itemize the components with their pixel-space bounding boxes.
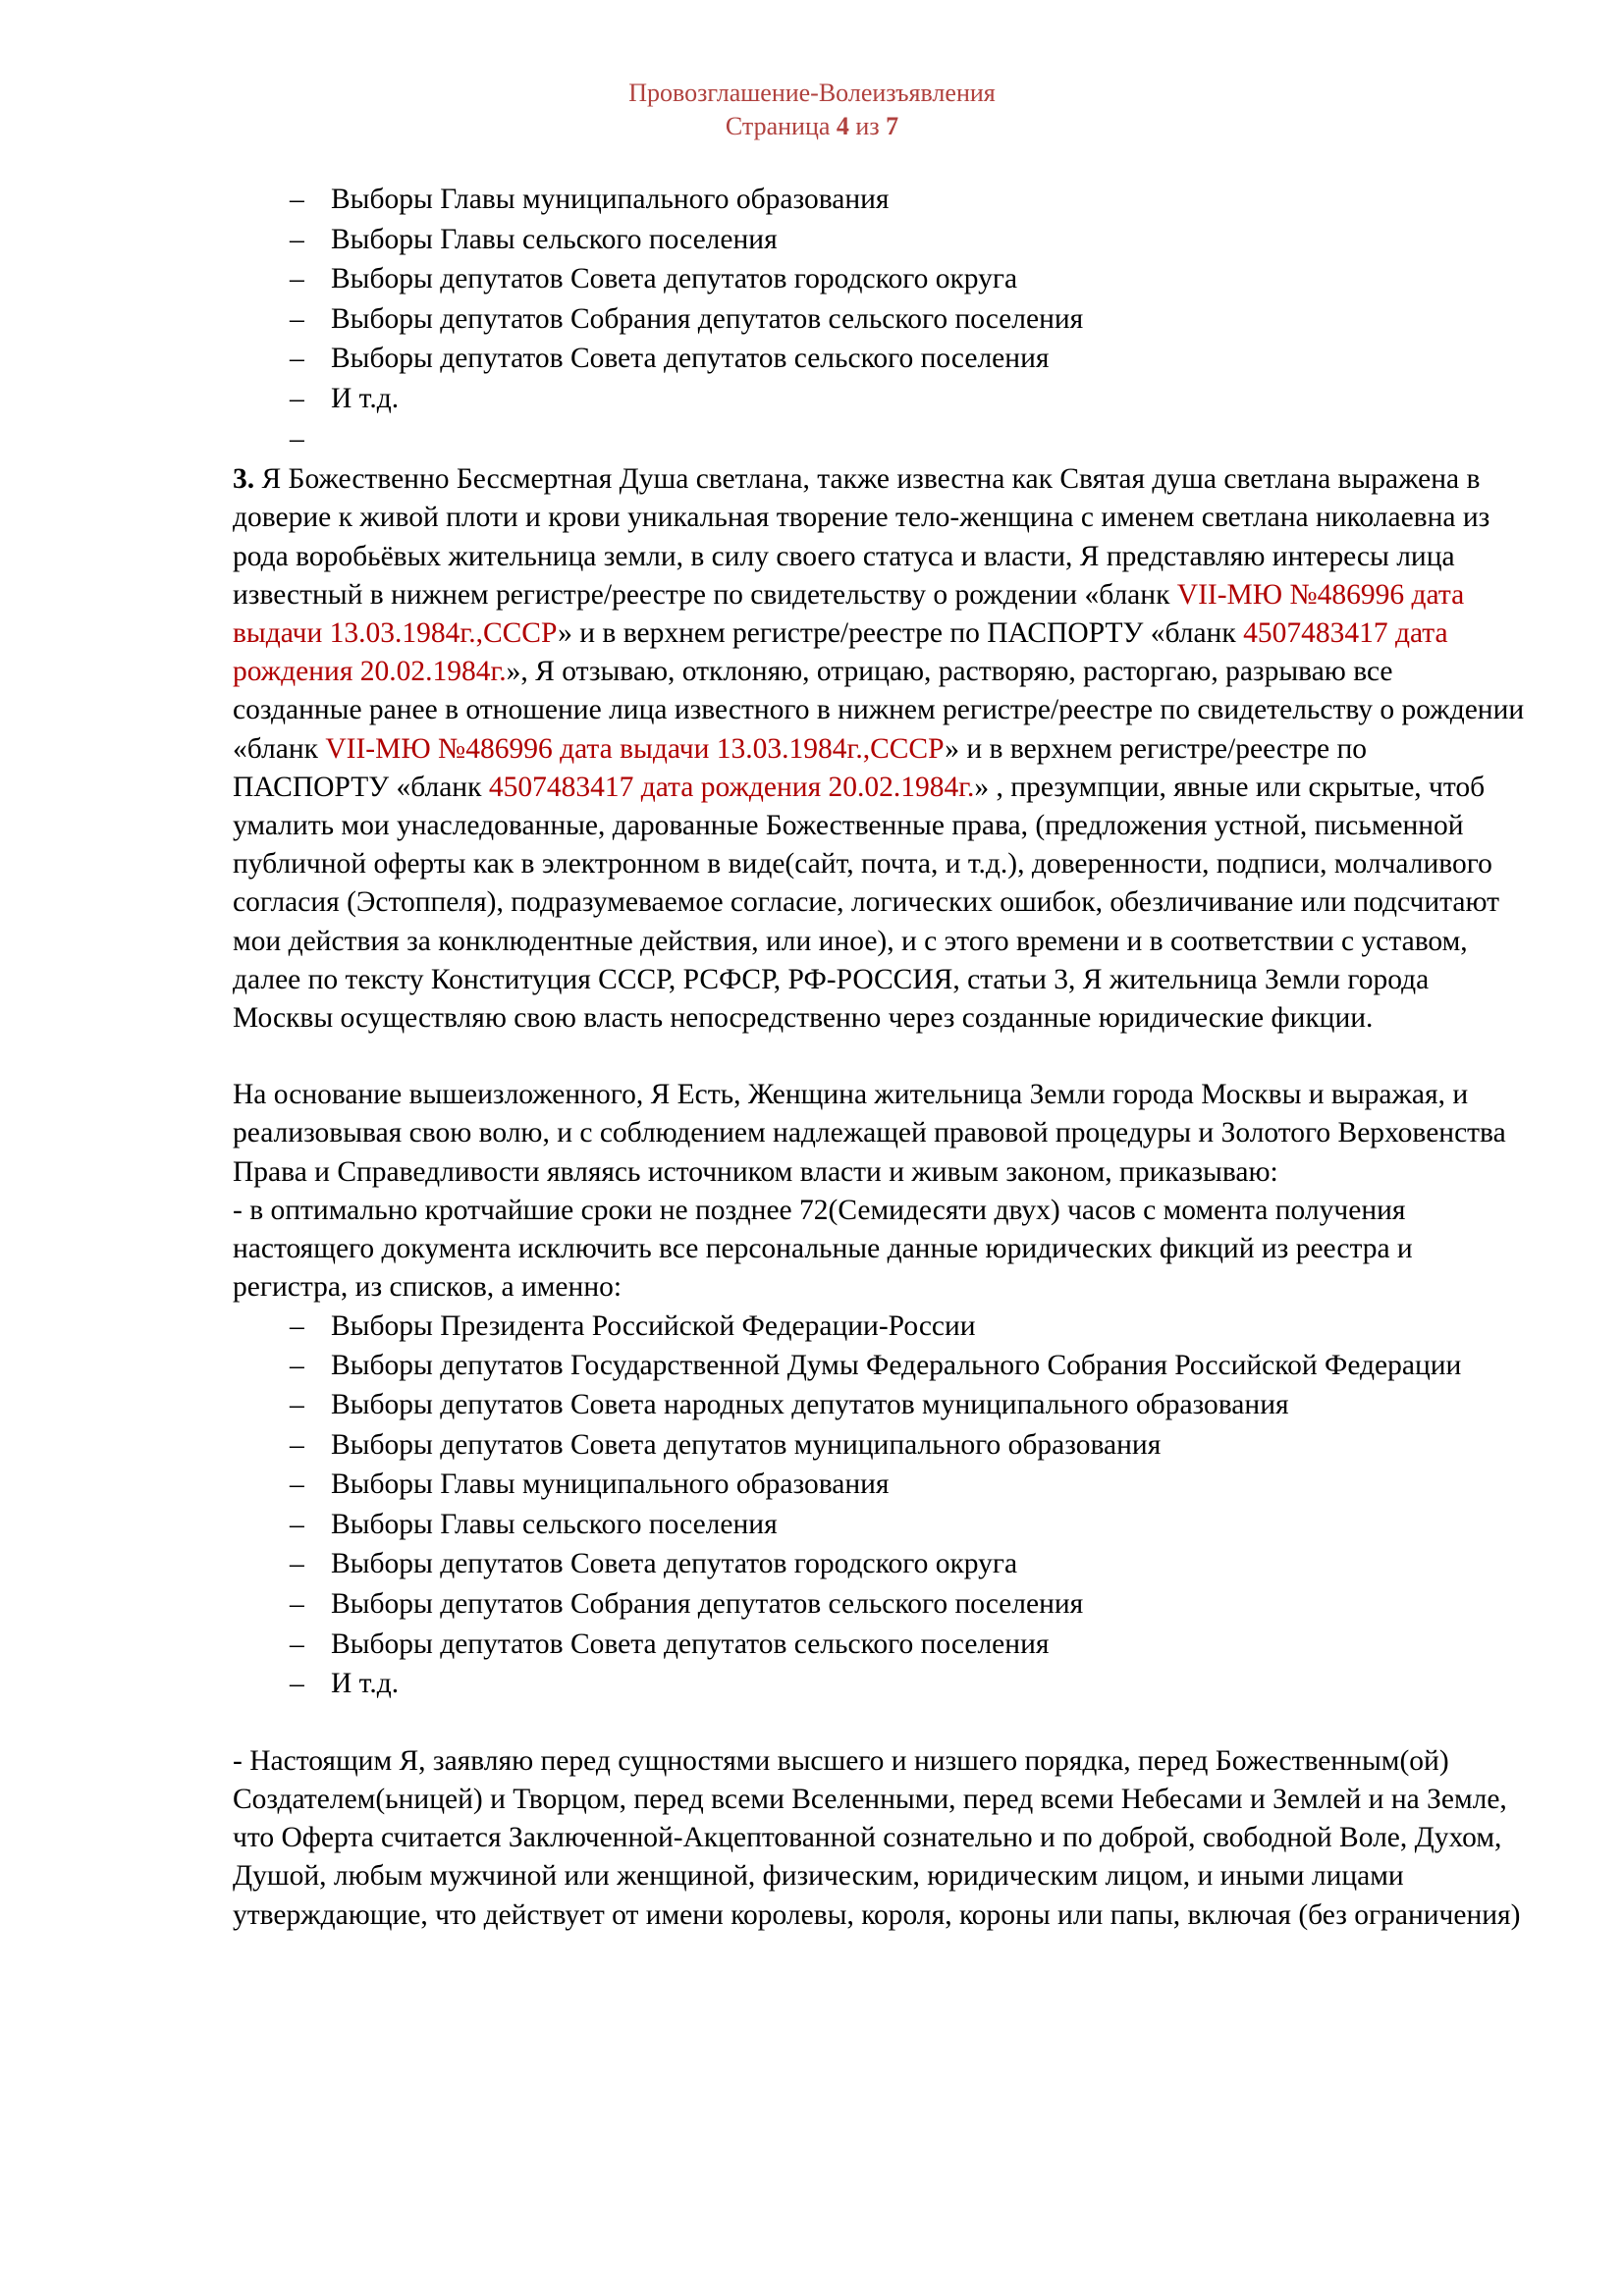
list-item: – Выборы депутатов Собрания депутатов сельского поселения [233,1584,1529,1625]
page-total: 7 [886,112,899,140]
page-sep: из [855,112,880,140]
order-directive-paragraph: - в оптимально кротчайшие сроки не позднее 72(Семидесяти двух) часов с момента получения настоящего документа исключить все персональные данные юридических фикций из реестра и регистра, из списков, а именно: [233,1194,1413,1304]
list-item: – Выборы депутатов Государственной Думы Федерального Собрания Российской Федерации [233,1347,1529,1385]
document-title: Провозглашение-Волеизъявления [628,79,996,107]
list-item: – Выборы Главы сельского поселения [233,1505,1529,1545]
birth-certificate-ref: VII-МЮ №486996 дата выдачи 13.03.1984г.,СССР [233,578,1465,649]
dash-bullet: – [290,1389,304,1421]
list-item: – Выборы депутатов Совета депутатов городского округа [233,259,1529,299]
dash-bullet: – [290,1668,304,1700]
page-indicator [0,110,1624,143]
list-item: – Выборы депутатов Собрания депутатов сельского поселения [233,299,1529,340]
page-prefix: Страница [725,112,831,140]
dash-bullet: – [290,1628,304,1660]
dash-bullet: – [290,382,304,414]
passport-ref: 4507483417 дата рождения 20.02.1984г. [488,771,975,803]
dash-bullet: – [290,184,304,215]
list-item: – Выборы депутатов Совета депутатов сельского поселения [233,1625,1529,1665]
list-item: – Выборы депутатов Совета народных депутатов муниципального образования [233,1385,1529,1425]
passport-ref: 4507483417 дата рождения 20.02.1984г. [233,616,1448,688]
declaration-paragraph: - Настоящим Я, заявляю перед сущностями высшего и низшего порядка, перед Божественным(ой) Создателем(ьницей) и Творцом, перед всеми Вселенными, перед всеми Небесами и Землей и на Земле, что Оферта считается Заключенной-Акцептованной сознательно и по доброй, свободной Воле, Духом, Душой, любым мужчиной или женщиной, физическим, юридическим лицом, и иными лицами утверждающие, что действует от имени королевы, короля, короны или папы, включая (без ограничения) [233,1744,1521,1931]
order-intro-paragraph: На основание вышеизложенного, Я Есть, Женщина жительница Земли города Москвы и выражая, и реализовывая свою волю, и с соблюдением надлежащей правовой процедуры и Золотого Верховенства Права и Справедливости являясь источником власти и живым законом, приказываю: [233,1079,1506,1188]
dash-bullet: – [290,1508,304,1540]
list-item: – Выборы депутатов Совета депутатов городского округа [233,1544,1529,1584]
list-item-empty [233,419,1529,459]
section-3-paragraph: 3. Я Божественно Бессмертная Душа светлана, также известна как Святая душа светлана выражена в доверие к живой плоти и крови уникальная творение тело-женщина с именем светлана николаевна из рода воробьёвых жительница земли, в силу своего статуса и власти, Я представляю интересы лица известный в нижнем регистре/реестре по свидетельству о рождении «бланк VII-МЮ №486996 дата выдачи 13.03.1984г.,СССР» и в верхнем регистре/реестре по ПАСПОРТУ «бланк 4507483417 дата рождения 20.02.1984г.», Я отзываю, отклоняю, отрицаю, растворяю, расторгаю, разрываю все созданные ранее в отношение лица известного в нижнем регистре/реестре по свидетельству о рождении «бланк VII-МЮ №486996 дата выдачи 13.03.1984г.,СССР» и в верхнем регистре/реестре по ПАСПОРТУ «бланк 4507483417 дата рождения 20.02.1984г.» , презумпции, явные или скрытые, чтоб умалить мои унаследованные, дарованные Божественные права, (предложения устной, письменной публичной оферты как в электронном в виде(сайт, почта, и т.д.), доверенности, подписи, молчаливого согласия (Эстоппеля), подразумеваемое согласие, логических ошибок, обезличивание или подсчитают мои действия за конклюдентные действия, или иное), и с этого времени и в соответствии с уставом, далее по тексту Конституция СССР, РСФСР, РФ-РОССИЯ, статьи 3, Я жительница Земли города Москвы осуществляю свою власть непосредственно через созданные юридические фикции. [233,463,1525,1034]
dash-bullet: – [290,1310,304,1343]
list-item: – Выборы Президента Российской Федерации-России [233,1307,1529,1347]
dash-bullet: – [290,422,304,454]
dash-bullet: – [290,302,304,335]
page-header [0,77,1624,143]
dash-bullet: – [290,1548,304,1580]
section-number: 3. [233,463,255,496]
birth-certificate-ref: VII-МЮ №486996 дата выдачи 13.03.1984г.,СССР [325,732,946,765]
dash-bullet: – [290,1350,304,1382]
dash-bullet: – [290,223,304,255]
list-item: – Выборы Главы муниципального образования [233,1465,1529,1505]
document-body [233,180,1529,1935]
dash-bullet: – [290,1428,304,1461]
list-item: – Выборы Главы сельского поселения [233,220,1529,260]
election-list-top [233,180,1529,458]
dash-bullet: – [290,1587,304,1620]
election-list-bottom [233,1307,1529,1703]
dash-bullet: – [290,263,304,295]
list-item: – И т.д. [233,379,1529,419]
list-item: – Выборы депутатов Совета депутатов сельского поселения [233,339,1529,379]
list-item: – И т.д. [233,1664,1529,1704]
dash-bullet: – [290,343,304,375]
list-item: – Выборы Главы муниципального образования [233,180,1529,220]
page-current: 4 [836,112,849,140]
dash-bullet: – [290,1468,304,1501]
list-item: – Выборы депутатов Совета депутатов муниципального образования [233,1425,1529,1466]
